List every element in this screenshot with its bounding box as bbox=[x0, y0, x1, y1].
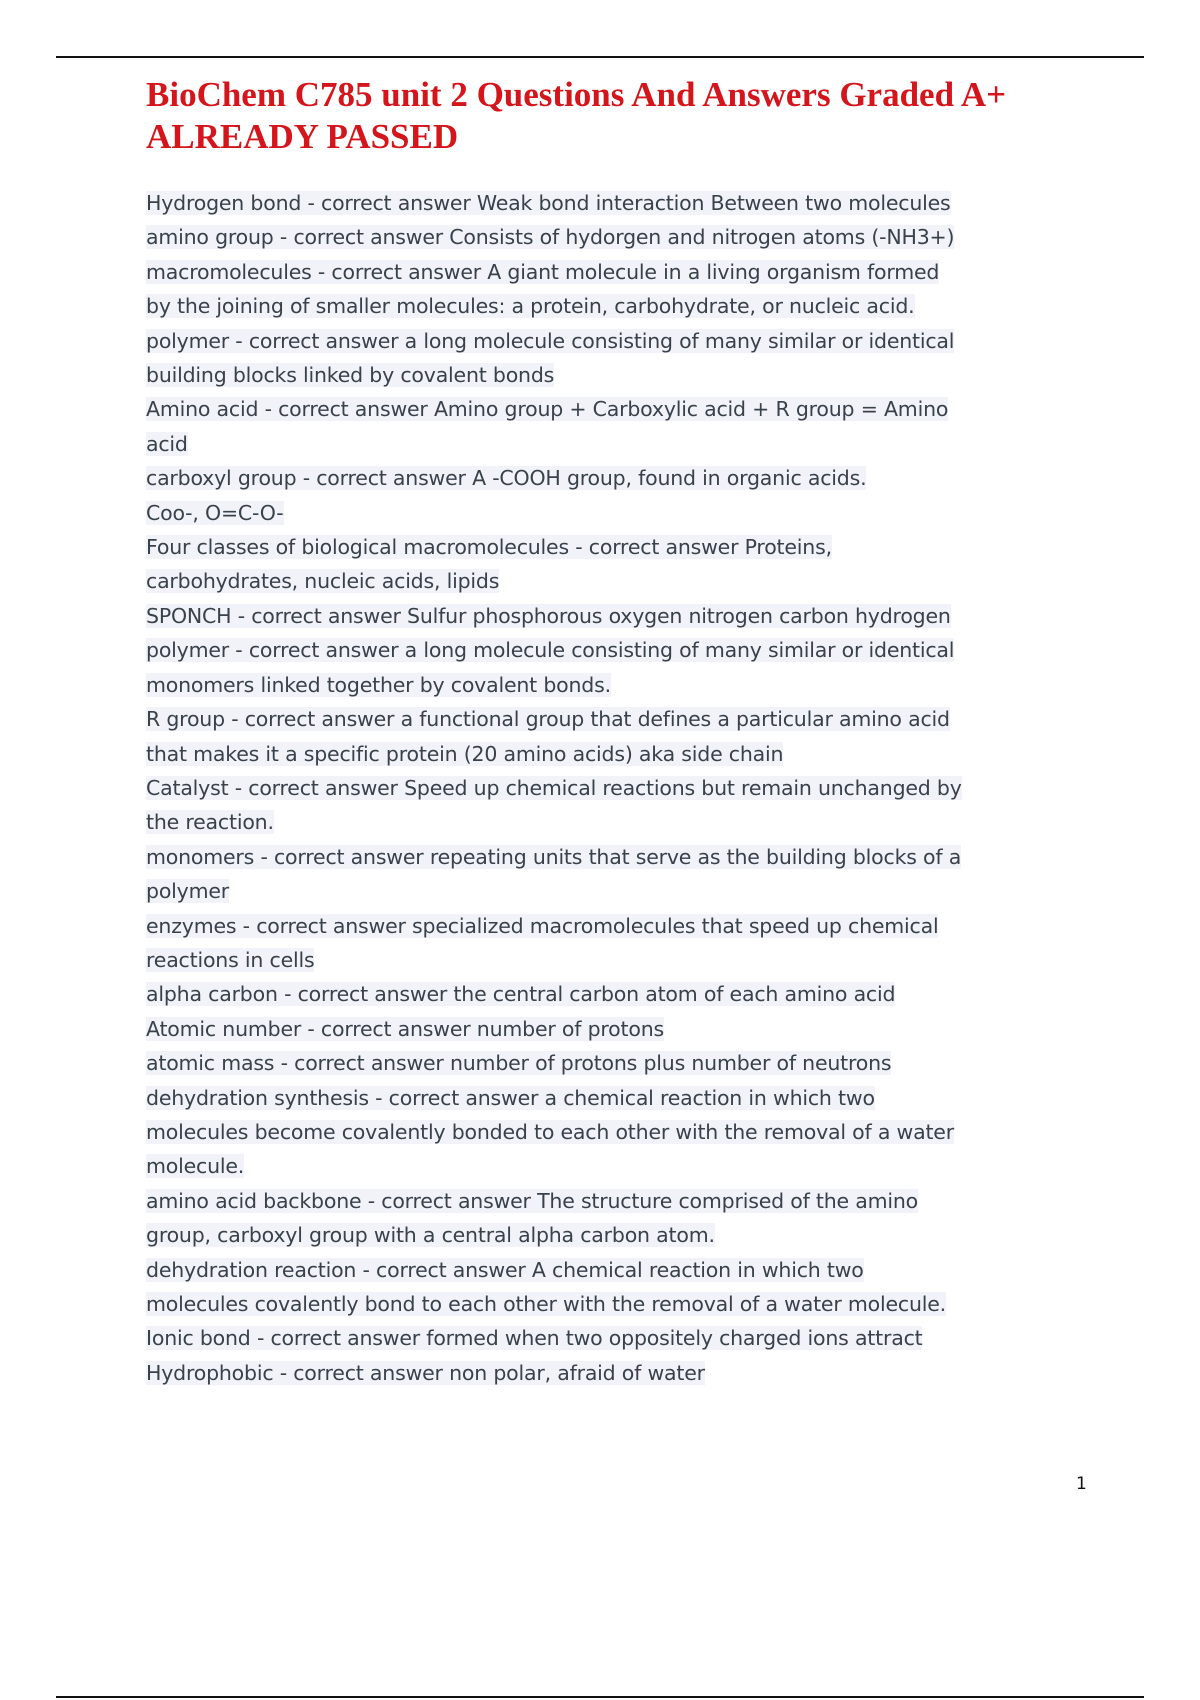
qa-line: amino acid backbone - correct answer The structure comprised of the amino bbox=[146, 1188, 919, 1213]
qa-line: the reaction. bbox=[146, 810, 274, 835]
qa-line: reactions in cells bbox=[146, 947, 315, 972]
qa-line: group, carboxyl group with a central alpha carbon atom. bbox=[146, 1223, 715, 1248]
qa-line: monomers - correct answer repeating units that serve as the building blocks of a bbox=[146, 844, 962, 869]
qa-body bbox=[146, 186, 1086, 1390]
qa-line: Atomic number - correct answer number of protons bbox=[146, 1016, 664, 1041]
qa-line: molecule. bbox=[146, 1154, 245, 1179]
bottom-rule bbox=[56, 1696, 1144, 1698]
qa-line: Hydrogen bond - correct answer Weak bond interaction Between two molecules bbox=[146, 191, 951, 215]
qa-line: polymer bbox=[146, 879, 229, 904]
qa-line: molecules covalently bond to each other with the removal of a water molecule. bbox=[146, 1292, 946, 1316]
qa-line: Hydrophobic - correct answer non polar, afraid of water bbox=[146, 1360, 705, 1385]
qa-line: that makes it a specific protein (20 amino acids) aka side chain bbox=[146, 741, 784, 766]
qa-line: molecules become covalently bonded to each other with the removal of a water bbox=[146, 1119, 954, 1144]
qa-line: carboxyl group - correct answer A -COOH group, found in organic acids. bbox=[146, 466, 867, 491]
qa-line: macromolecules - correct answer A giant molecule in a living organism formed bbox=[146, 259, 940, 284]
qa-line: dehydration synthesis - correct answer a chemical reaction in which two bbox=[146, 1085, 875, 1110]
qa-line: amino group - correct answer Consists of hydorgen and nitrogen atoms (-NH3+) bbox=[146, 225, 955, 250]
top-rule bbox=[56, 56, 1144, 58]
qa-line: monomers linked together by covalent bonds. bbox=[146, 672, 611, 697]
page-number: 1 bbox=[1076, 1474, 1087, 1494]
document-title: BioChem C785 unit 2 Questions And Answers Graded A+ ALREADY PASSED bbox=[146, 75, 1007, 156]
qa-line: polymer - correct answer a long molecule consisting of many similar or identical bbox=[146, 638, 955, 663]
qa-line: enzymes - correct answer specialized macromolecules that speed up chemical bbox=[146, 913, 939, 938]
qa-line: carbohydrates, nucleic acids, lipids bbox=[146, 569, 500, 594]
qa-line: Amino acid - correct answer Amino group + Carboxylic acid + R group = Amino bbox=[146, 397, 949, 422]
qa-line: building blocks linked by covalent bonds bbox=[146, 363, 555, 388]
qa-line: alpha carbon - correct answer the central carbon atom of each amino acid bbox=[146, 982, 896, 1007]
qa-line: SPONCH - correct answer Sulfur phosphorous oxygen nitrogen carbon hydrogen bbox=[146, 603, 951, 628]
qa-line: polymer - correct answer a long molecule consisting of many similar or identical bbox=[146, 328, 955, 353]
qa-line: R group - correct answer a functional group that defines a particular amino acid bbox=[146, 707, 950, 732]
qa-line: Catalyst - correct answer Speed up chemical reactions but remain unchanged by bbox=[146, 775, 962, 800]
qa-line: Coo-, O=C-O- bbox=[146, 500, 284, 525]
qa-line: by the joining of smaller molecules: a protein, carbohydrate, or nucleic acid. bbox=[146, 294, 915, 319]
qa-line: Ionic bond - correct answer formed when two oppositely charged ions attract bbox=[146, 1326, 923, 1351]
qa-line: acid bbox=[146, 431, 188, 456]
qa-line: atomic mass - correct answer number of protons plus number of neutrons bbox=[146, 1051, 892, 1076]
qa-line: dehydration reaction - correct answer A chemical reaction in which two bbox=[146, 1257, 864, 1282]
qa-line: Four classes of biological macromolecules - correct answer Proteins, bbox=[146, 535, 832, 560]
